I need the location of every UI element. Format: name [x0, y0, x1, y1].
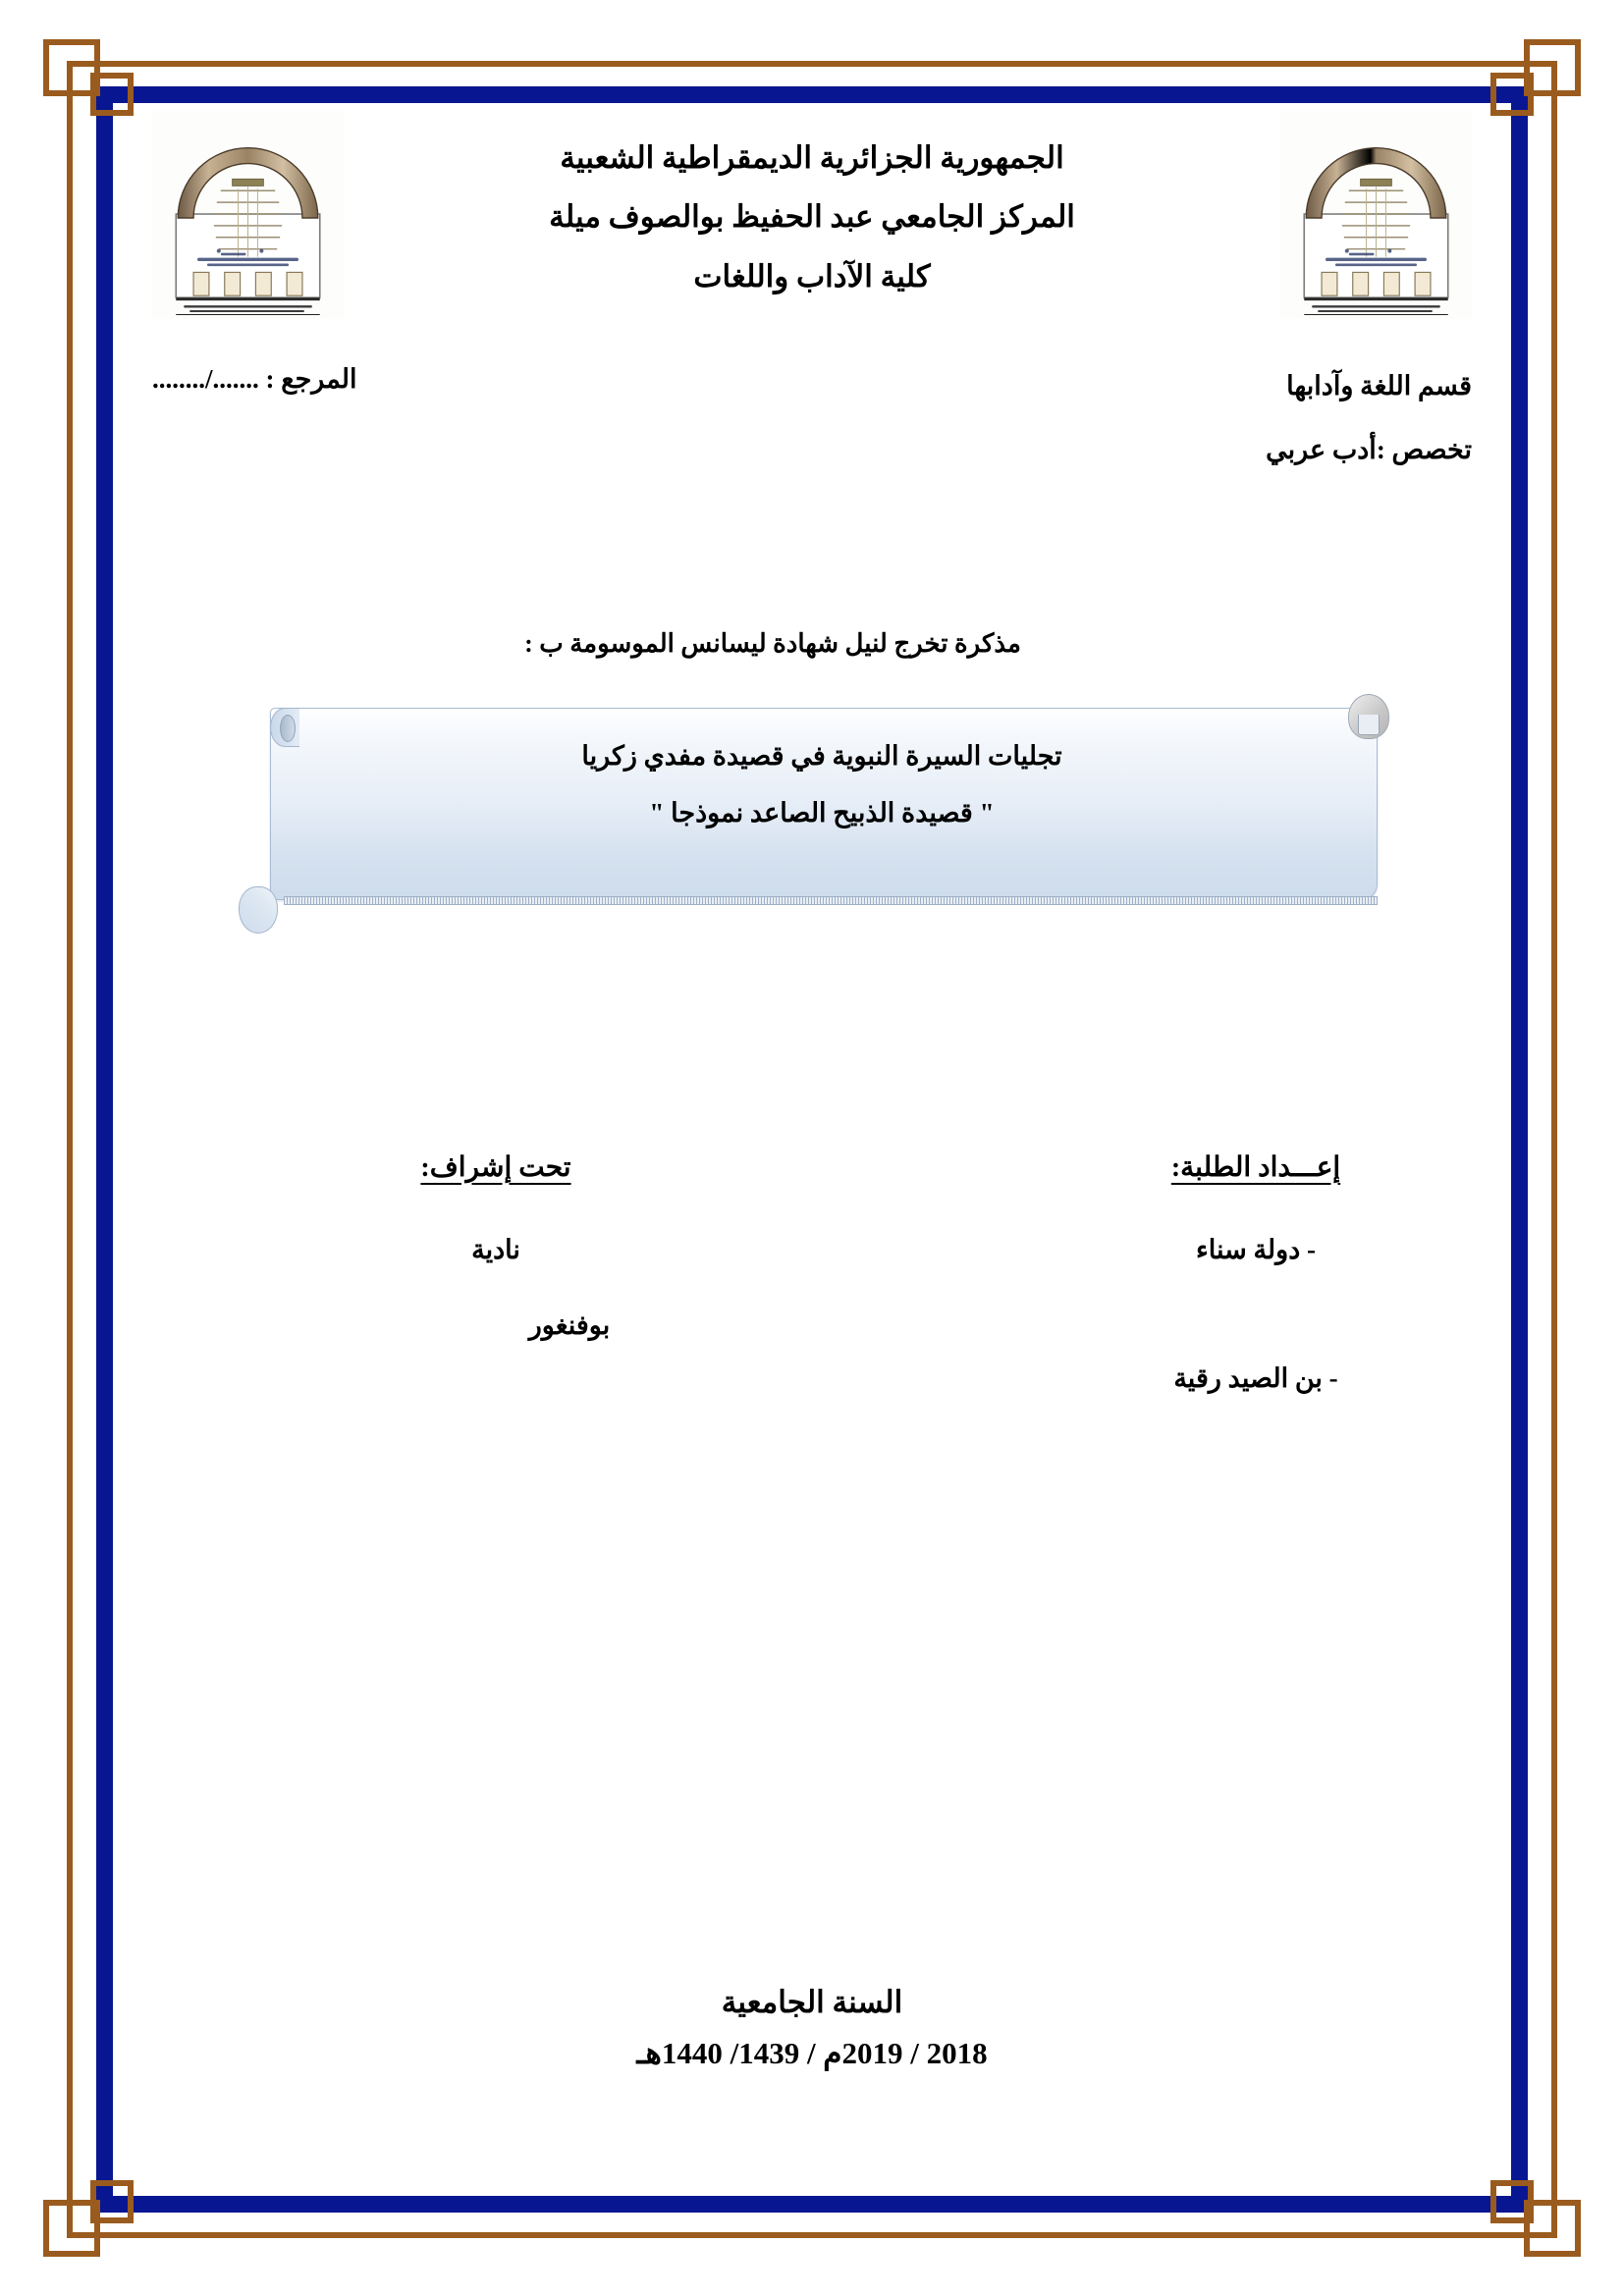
institution-line-country: الجمهورية الجزائرية الديمقراطية الشعبية	[560, 140, 1064, 175]
thesis-title-line-2: " قصيدة الذبيح الصاعد نموذجا "	[649, 797, 995, 828]
header	[152, 103, 1472, 319]
arch-emblem-icon	[160, 121, 336, 315]
scroll-curl-top-left-icon	[270, 708, 299, 747]
university-logo-right	[152, 111, 344, 319]
supervisor-first-name: نادية	[471, 1234, 520, 1264]
title-scroll-banner	[233, 694, 1391, 939]
supervisor-heading: تحت إشراف:	[420, 1151, 571, 1183]
reference-number: المرجع : ......./........	[152, 364, 357, 394]
thesis-title	[301, 727, 1342, 841]
department-speciality: تخصص :أدب عربي	[1266, 434, 1472, 464]
department-block	[1266, 354, 1472, 482]
department-reference-row	[152, 354, 1472, 482]
memoire-intro-line: مذكرة تخرج لنيل شهادة ليسانس الموسومة ب :	[524, 628, 1021, 658]
people-section	[152, 1150, 1472, 1474]
university-logo-left	[1280, 111, 1472, 319]
academic-year-footer	[113, 1977, 1511, 2080]
supervisor-column	[309, 1150, 682, 1341]
scroll-curl-bottom-left-icon	[239, 886, 278, 934]
scroll-bottom-shadow	[284, 896, 1378, 905]
students-column	[1050, 1150, 1462, 1394]
scroll-curl-top-right-icon	[1348, 694, 1389, 739]
institution-titles	[344, 111, 1280, 306]
institution-line-faculty: كلية الآداب واللغات	[693, 258, 931, 294]
academic-year-value: 2018 / 2019م / 1439/ 1440هـ	[636, 2036, 988, 2071]
arch-emblem-icon	[1288, 121, 1464, 315]
department-name: قسم اللغة وآدابها	[1286, 371, 1472, 400]
page-content	[113, 103, 1511, 2196]
academic-year-label: السنة الجامعية	[721, 1984, 903, 2019]
supervisor-last-name: بوفنغور	[528, 1309, 611, 1340]
institution-line-center: المركز الجامعي عبد الحفيظ بوالصوف ميلة	[549, 199, 1075, 235]
student-name-1: - دولة سناء	[1196, 1234, 1316, 1264]
student-name-2: - بن الصيد رقية	[1173, 1362, 1338, 1393]
thesis-title-line-1: تجليات السيرة النبوية في قصيدة مفدي زكريا	[581, 740, 1062, 771]
students-heading: إعـــداد الطلبة:	[1170, 1151, 1341, 1183]
